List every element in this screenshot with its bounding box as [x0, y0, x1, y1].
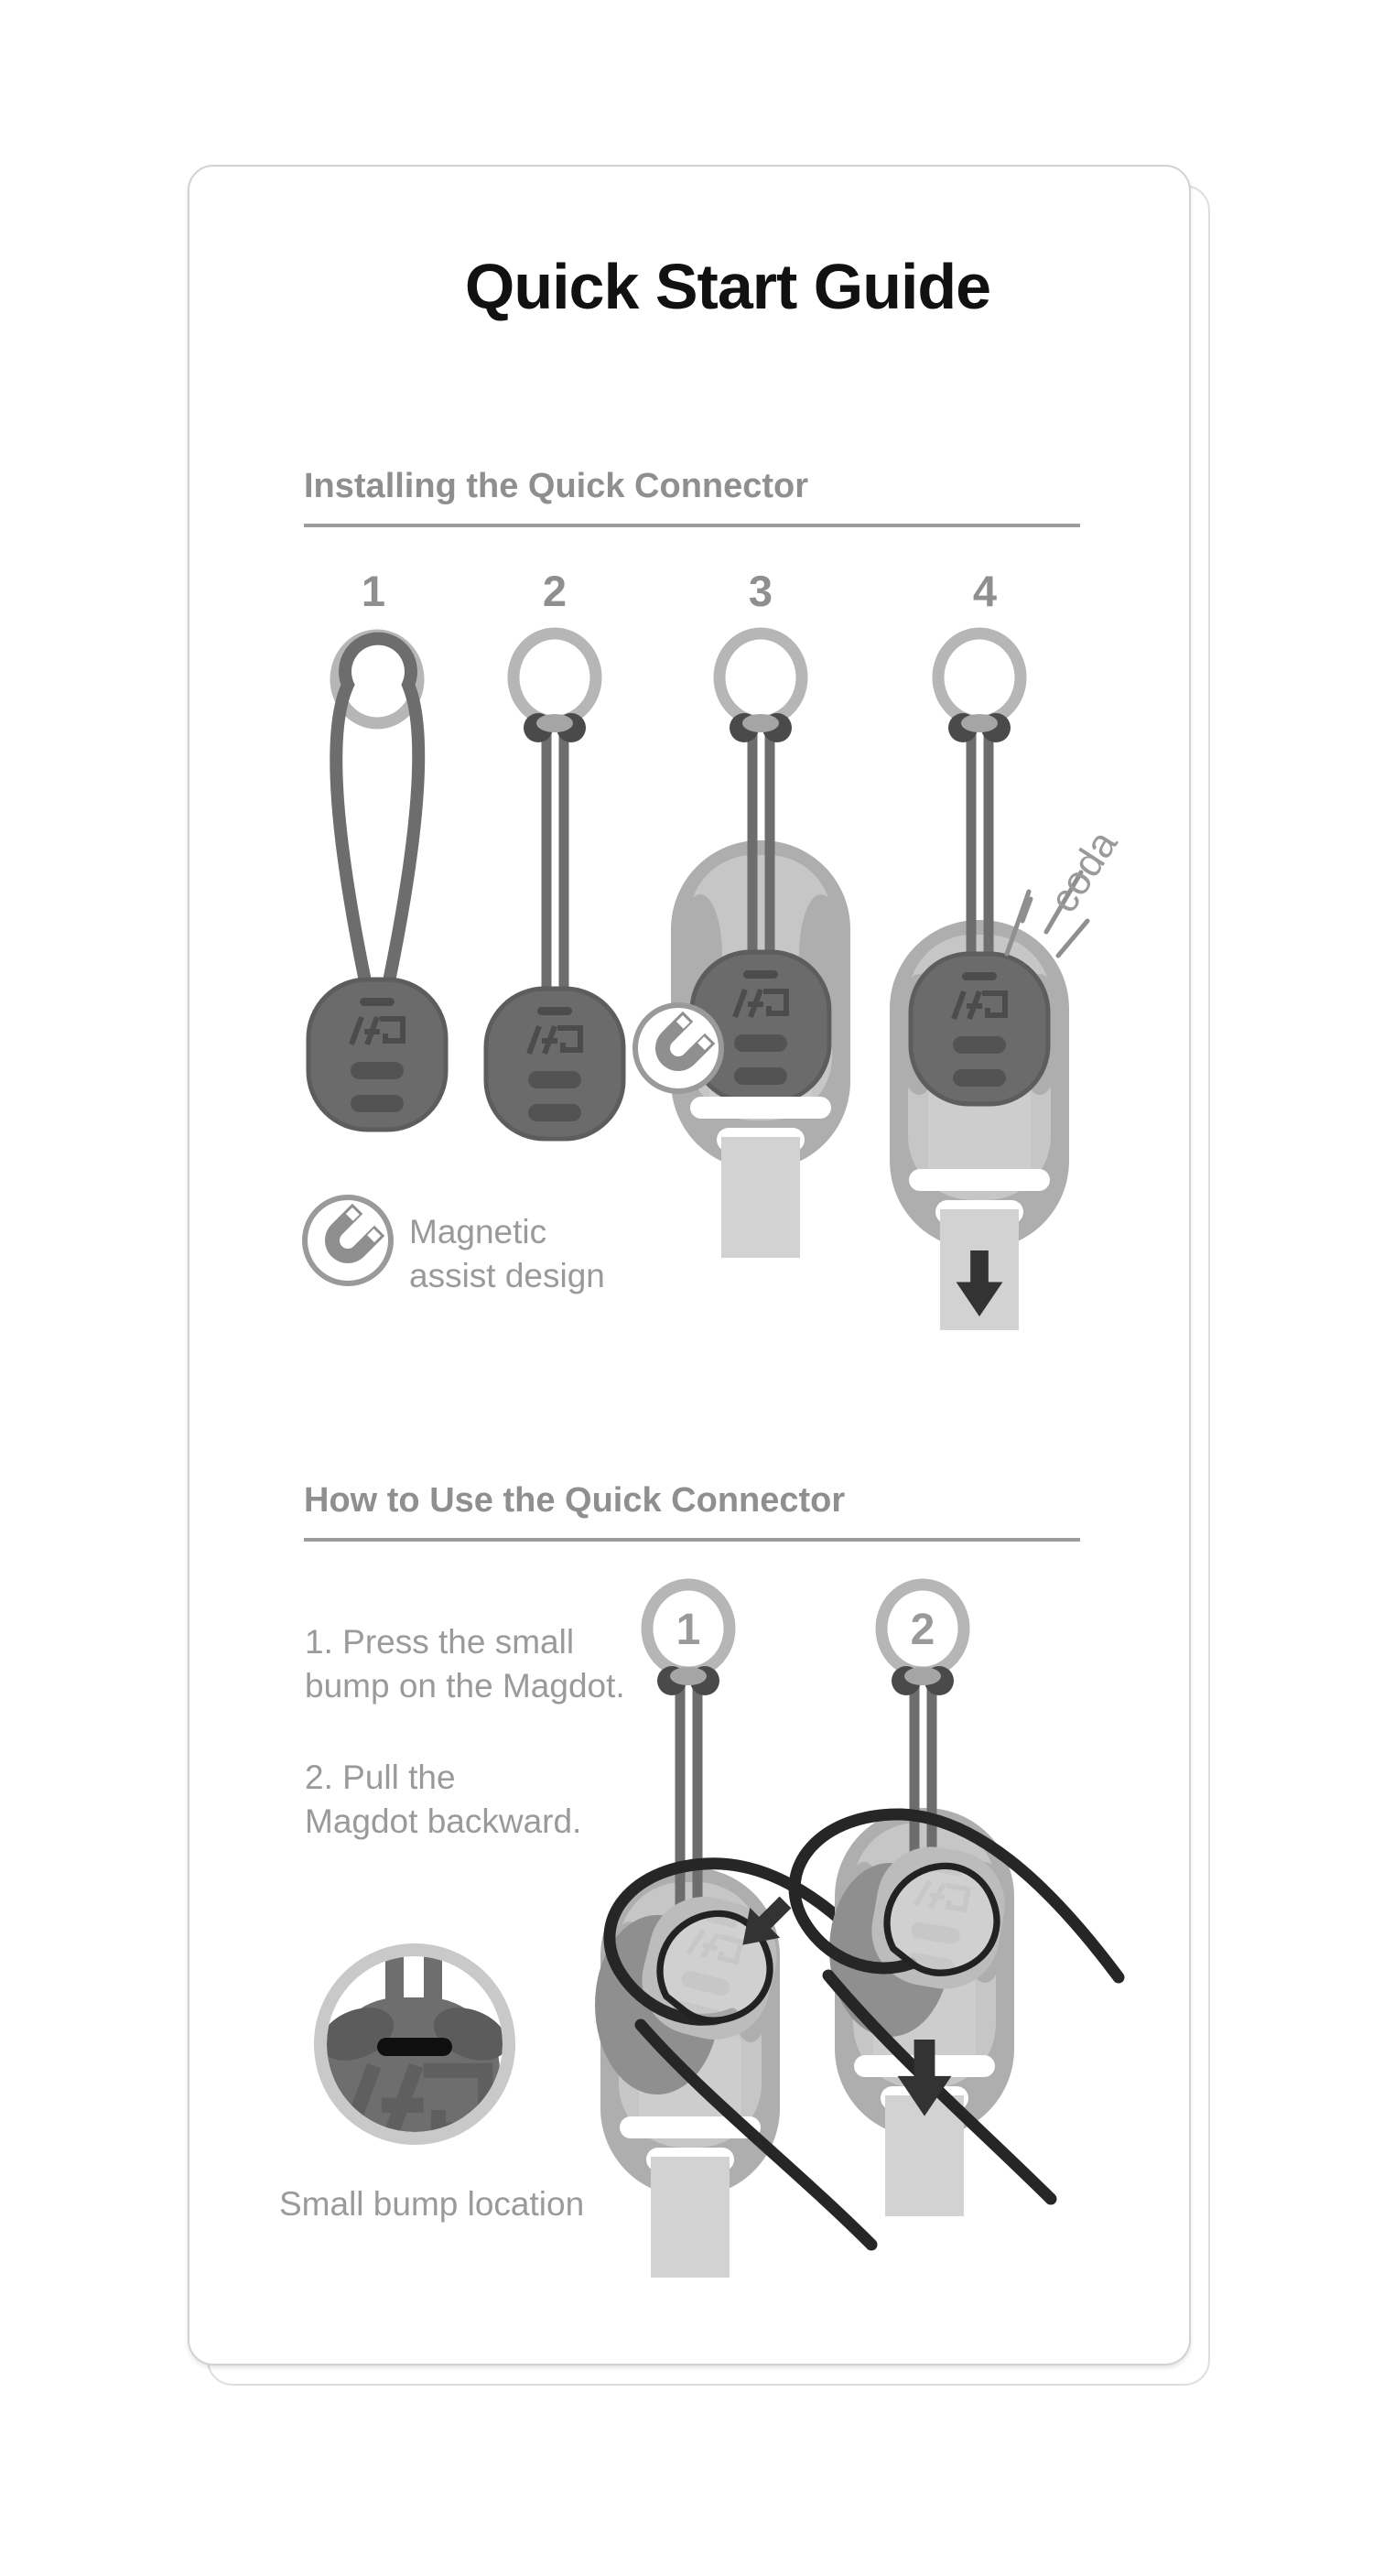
page-title: Quick Start Guide: [464, 251, 991, 322]
strap-ring: [938, 633, 1021, 721]
small-bump: [377, 2038, 452, 2056]
strap-ring: [719, 633, 802, 721]
use-step-2-illustration: [795, 1585, 1119, 2216]
magnet-legend-line-2: assist design: [409, 1257, 605, 1294]
section-install-rule: [304, 524, 1080, 527]
cord-loop: [336, 639, 418, 981]
install-step-2-illustration: [486, 633, 623, 1139]
magdot: [911, 954, 1048, 1104]
magnet-icon: [635, 1005, 721, 1091]
cord-knot: [892, 1666, 954, 1695]
use-diagram-number-1: 1: [676, 1606, 701, 1654]
strap-ring: [514, 633, 596, 721]
magdot: [486, 989, 623, 1139]
magdot: [308, 980, 446, 1130]
install-steps-illustration: [256, 549, 1135, 1373]
use-instruction-1-line-2: bump on the Magdot.: [305, 1667, 625, 1705]
install-step-number-2: 2: [542, 567, 568, 615]
section-install-heading: Installing the Quick Connector: [304, 467, 809, 505]
section-use-heading: How to Use the Quick Connector: [304, 1481, 846, 1520]
cord-knot: [730, 713, 792, 742]
install-step-1-illustration: [308, 635, 446, 1130]
section-use-rule: [304, 1538, 1080, 1542]
install-step-number-3: 3: [748, 567, 773, 615]
install-step-4-illustration: [890, 633, 1127, 1330]
use-instruction-1-line-1: 1. Press the small: [305, 1623, 575, 1661]
coda-label: coda: [1041, 822, 1127, 921]
small-bump-caption: Small bump location: [279, 2185, 585, 2223]
small-bump-detail-circle: [312, 1948, 514, 2158]
cord-knot: [657, 1666, 719, 1695]
install-step-number-1: 1: [361, 567, 386, 615]
magnet-icon: [305, 1197, 391, 1283]
use-instruction-2-line-1: 2. Pull the: [305, 1759, 456, 1796]
use-diagram-number-2: 2: [910, 1606, 935, 1654]
cord-knot: [524, 713, 586, 742]
use-instruction-2-line-2: Magdot backward.: [305, 1802, 582, 1840]
install-step-number-4: 4: [972, 567, 998, 615]
cord-knot: [948, 713, 1011, 742]
magnet-legend-line-1: Magnetic: [409, 1213, 547, 1250]
install-step-3-illustration: [635, 633, 850, 1258]
